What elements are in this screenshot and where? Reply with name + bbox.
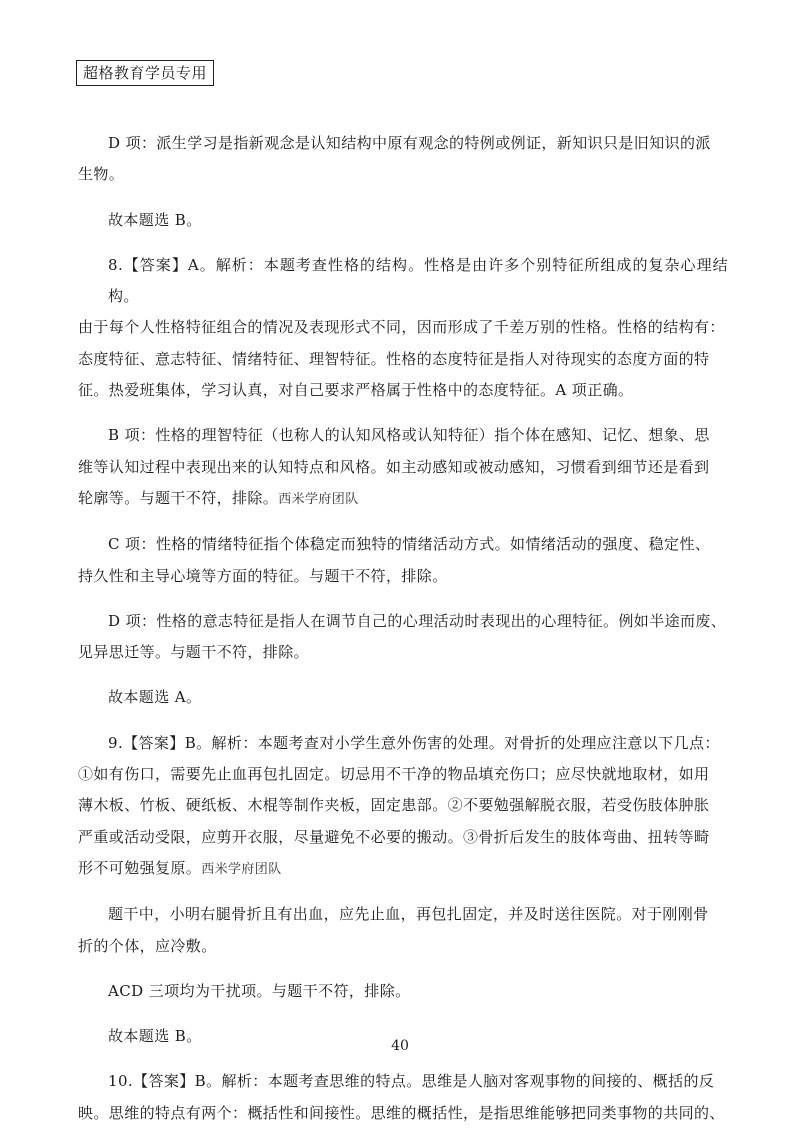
watermark-text: 西米学府团队 bbox=[278, 491, 359, 507]
text-line: 故本题选 B。 bbox=[108, 1027, 202, 1046]
paragraph-d-derivative bbox=[78, 128, 728, 191]
text-segment: 轮廓等。与题干不符，排除。 bbox=[78, 488, 279, 507]
text-line: 薄木板、竹板、硬纸板、木棍等制作夹板，固定患部。②不要勉强解脱衣服，若受伤肢体肿胀 bbox=[78, 796, 710, 815]
text-line: B 项：性格的理智特征（也称人的认知风格或认知特征）指个体在感知、记忆、想象、思 bbox=[108, 426, 710, 445]
paragraph-answer-b-7 bbox=[78, 205, 728, 236]
paragraph-answer-a-8 bbox=[78, 682, 728, 713]
paragraph-q8 bbox=[78, 250, 728, 406]
text-line: 折的个体，应冷敷。 bbox=[78, 936, 217, 955]
text-line: 映。思维的特点有两个：概括性和间接性。思维的概括性，是指思维能够把同类事物的共同的、 bbox=[78, 1103, 725, 1122]
text-line: 故本题选 B。 bbox=[108, 210, 202, 229]
paragraph-q9 bbox=[78, 728, 728, 885]
text-line bbox=[78, 853, 728, 885]
text-line: 维等认知过程中表现出来的认知特点和风格。如主动感知或被动感知，习惯看到细节还是看到 bbox=[78, 457, 710, 476]
text-line: 严重或活动受限，应剪开衣服，尽量避免不必要的搬动。③骨折后发生的肢体弯曲、扭转等畸 bbox=[78, 827, 710, 846]
paragraph-q10 bbox=[78, 1066, 728, 1129]
text-line: 9.【答案】B。解析：本题考查对小学生意外伤害的处理。对骨折的处理应注意以下几点： bbox=[108, 733, 720, 752]
paragraph-q8-option-d bbox=[78, 606, 728, 669]
text-line: C 项：性格的情绪特征指个体稳定而独特的情绪活动方式。如情绪活动的强度、稳定性、 bbox=[108, 535, 711, 554]
text-line: 题干中，小明右腿骨折且有出血，应先止血，再包扎固定，并及时送往医院。对于刚刚骨 bbox=[108, 905, 709, 924]
text-line bbox=[78, 483, 728, 515]
text-line: 生物。 bbox=[78, 165, 125, 184]
header-label: 超格教育学员专用 bbox=[83, 64, 208, 82]
text-line: ACD 三项均为干扰项。与题干不符，排除。 bbox=[108, 981, 411, 1000]
document-body bbox=[78, 128, 728, 1129]
header-label-box bbox=[76, 60, 214, 86]
text-line: 故本题选 A。 bbox=[108, 688, 202, 707]
text-line: 征。热爱班集体，学习认真，对自己要求严格属于性格中的态度特征。A 项正确。 bbox=[78, 381, 634, 400]
page-number: 40 bbox=[391, 1038, 409, 1054]
text-line: 态度特征、意志特征、情绪特征、理智特征。性格的态度特征是指人对待现实的态度方面的特 bbox=[78, 349, 710, 368]
paragraph-q9-acd bbox=[78, 976, 728, 1007]
watermark-text: 西米学府团队 bbox=[201, 861, 282, 877]
paragraph-q8-option-c bbox=[78, 529, 728, 592]
text-line: 10.【答案】B。解析：本题考查思维的特点。思维是人脑对客观事物的间接的、概括的反 bbox=[108, 1072, 715, 1091]
paragraph-q8-option-b bbox=[78, 420, 728, 515]
paragraph-q9-stem bbox=[78, 899, 728, 962]
text-line: ①如有伤口，需要先止血再包扎固定。切忌用不干净的物品填充伤口；应尽快就地取材，如用 bbox=[78, 765, 710, 784]
text-line: 见异思迁等。与题干不符，排除。 bbox=[78, 643, 310, 662]
text-line: 8.【答案】A。解析：本题考查性格的结构。性格是由许多个别特征所组成的复杂心理结构。 bbox=[108, 255, 728, 306]
text-line: 持久性和主导心境等方面的特征。与题干不符，排除。 bbox=[78, 566, 448, 585]
text-line: D 项：派生学习是指新观念是认知结构中原有观念的特例或例证，新知识只是旧知识的派 bbox=[108, 134, 711, 152]
text-line: D 项：性格的意志特征是指人在调节自己的心理活动时表现出的心理特征。例如半途而废、 bbox=[108, 611, 727, 630]
text-line: 由于每个人性格特征组合的情况及表现形式不同，因而形成了千差万别的性格。性格的结构有： bbox=[78, 318, 725, 337]
text-segment: 形不可勉强复原。 bbox=[78, 858, 202, 877]
